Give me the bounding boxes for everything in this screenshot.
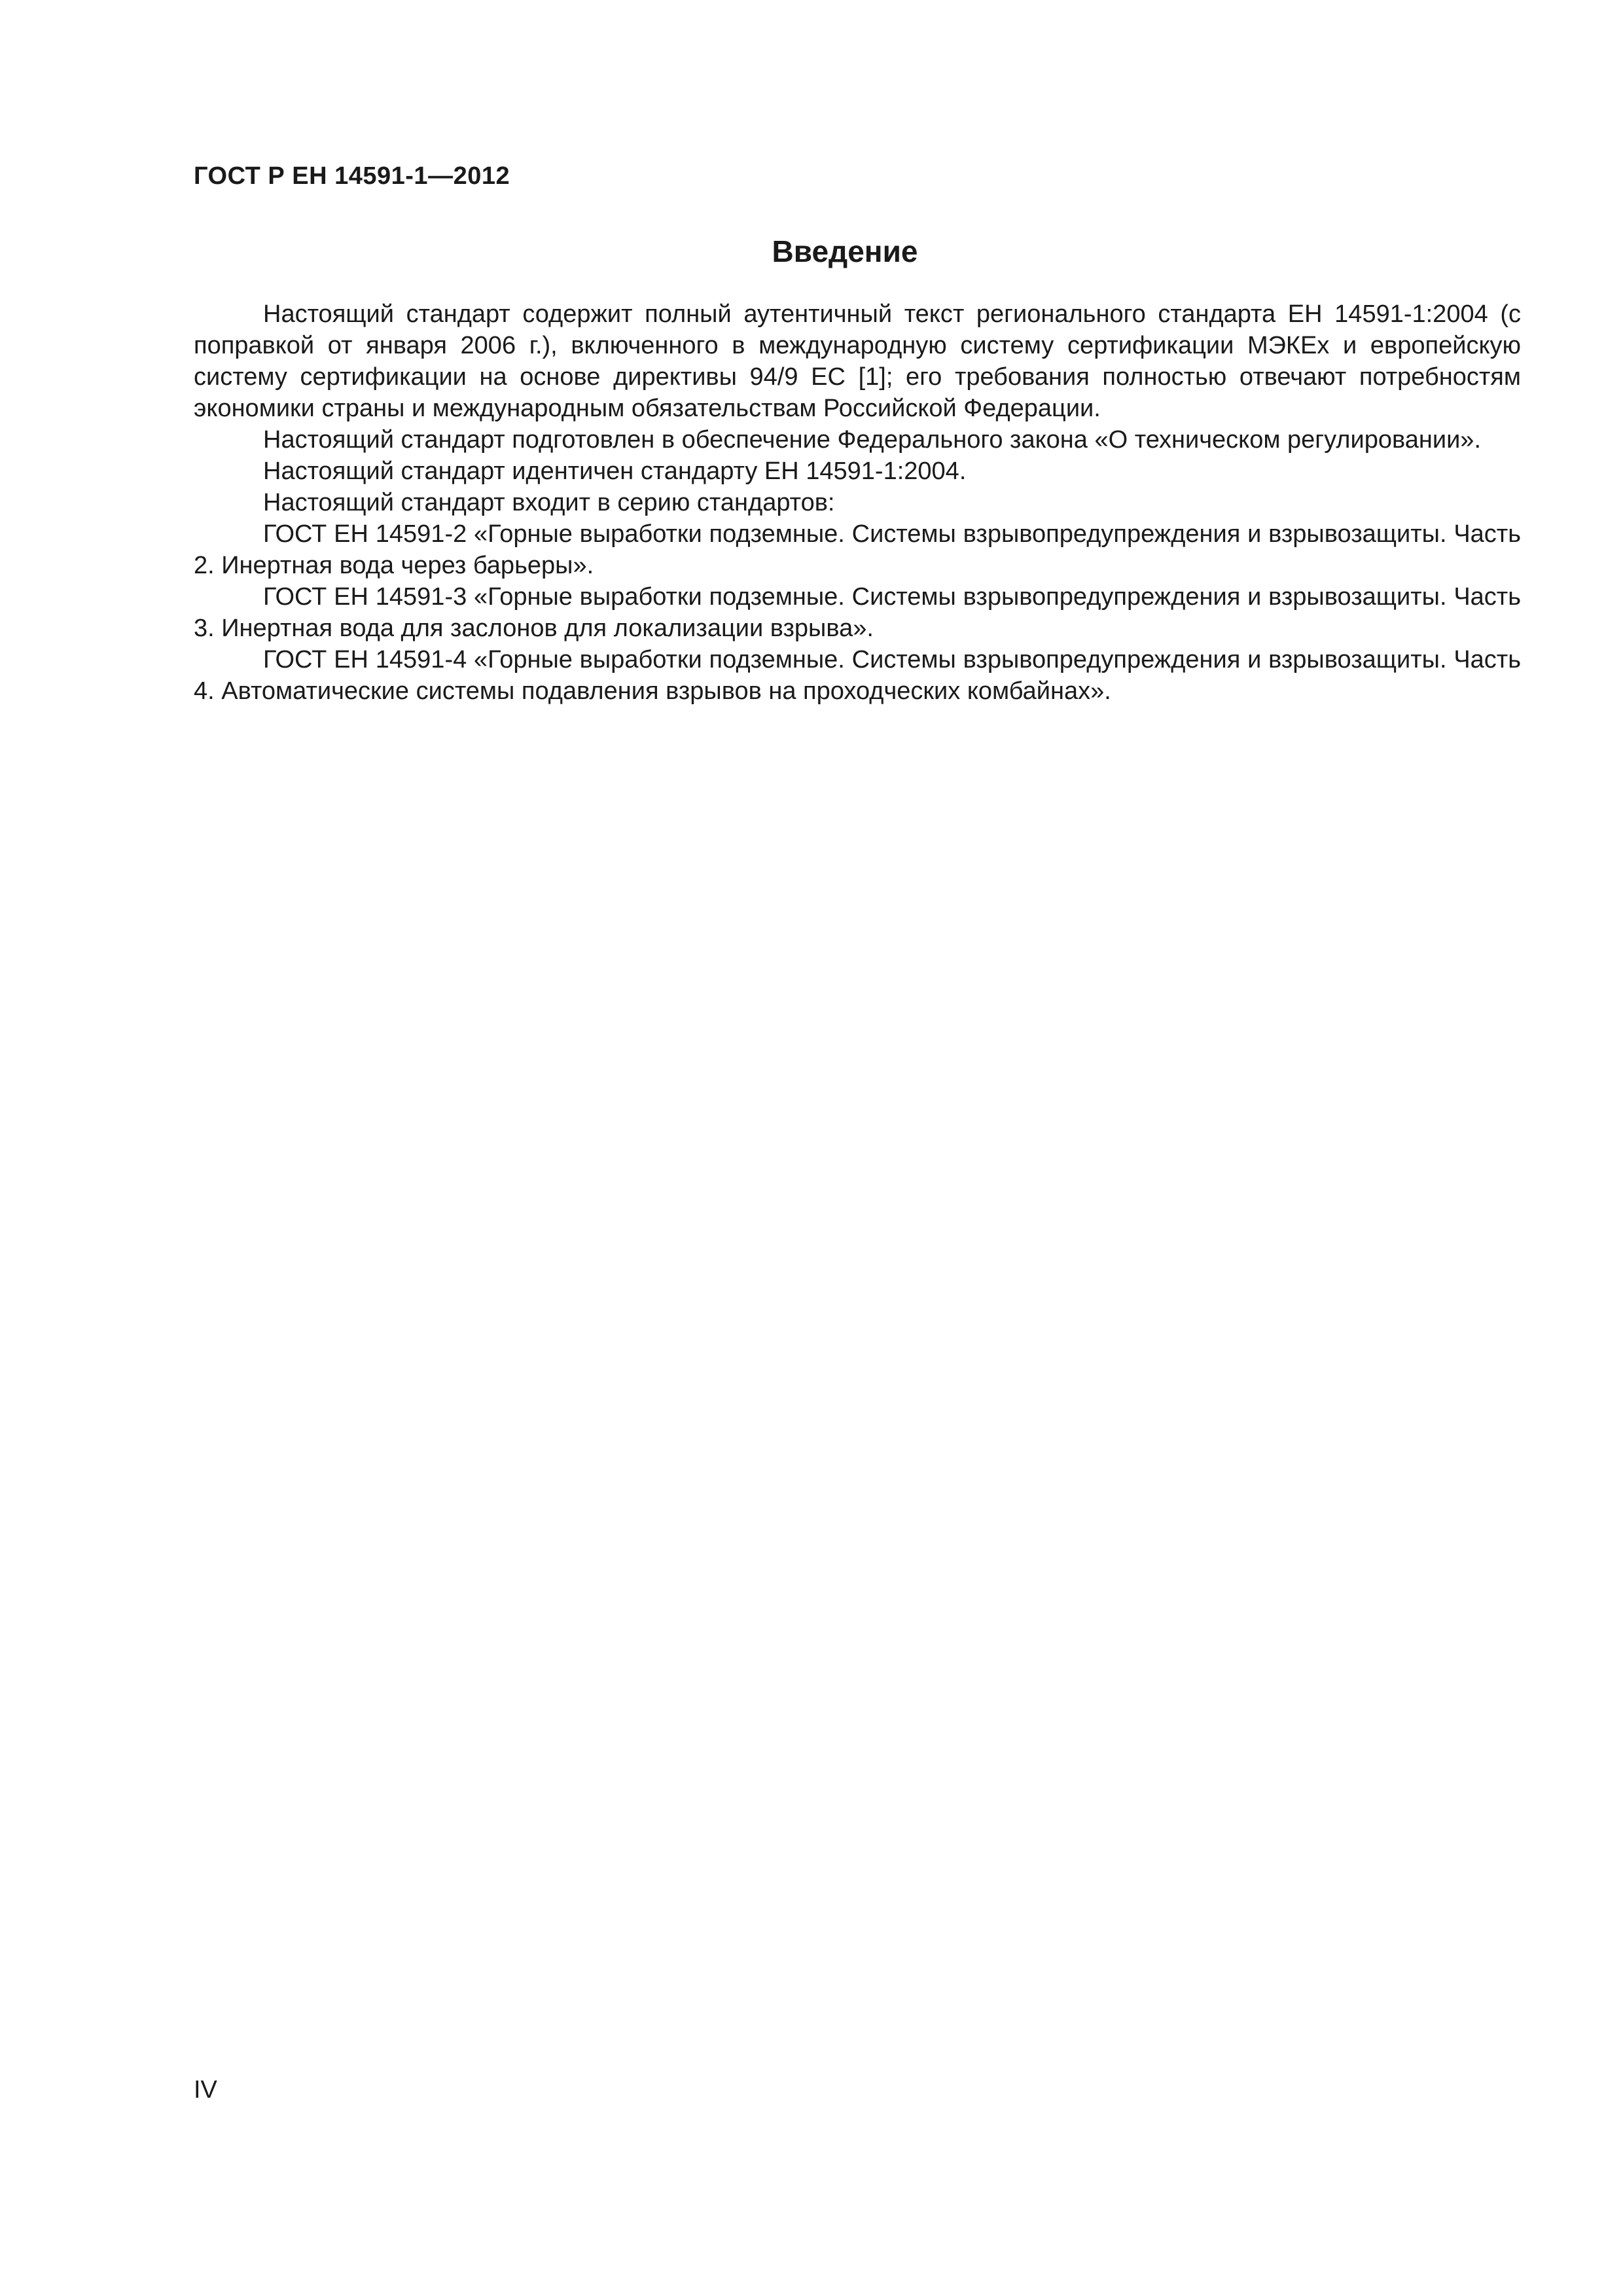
page-number: IV	[194, 2076, 217, 2104]
paragraph-series-part-4: ГОСТ ЕН 14591-4 «Горные выработки подземные. Системы взрывопредупреждения и взрывозащиты. Часть 4. Автоматические системы подавления взрывов на проходческих комбайнах».	[194, 646, 1521, 705]
paragraph-scope: Настоящий стандарт содержит полный аутентичный текст регионального стандарта ЕН 14591-1:2004 (с поправкой от января 2006 г.), включенного в международную систему сертификации МЭКЕх и европейскую систему сертификации на основе директивы 94/9 ЕС [1]; его требования полностью отвечают потребностям экономики страны и международным обязательствам Российской Федерации.	[194, 300, 1521, 422]
section-title: Введение	[772, 234, 918, 268]
paragraph-identical: Настоящий стандарт идентичен стандарту ЕН 14591-1:2004.	[263, 457, 967, 485]
paragraph-series-intro: Настоящий стандарт входит в серию стандартов:	[263, 489, 835, 516]
paragraph-series-part-3: ГОСТ ЕН 14591-3 «Горные выработки подземные. Системы взрывопредупреждения и взрывозащиты. Часть 3. Инертная вода для заслонов для локализации взрыва».	[194, 583, 1521, 642]
introduction-body	[194, 298, 1521, 707]
paragraph-series-part-2: ГОСТ ЕН 14591-2 «Горные выработки подземные. Системы взрывопредупреждения и взрывозащиты. Часть 2. Инертная вода через барьеры».	[194, 520, 1521, 579]
document-code: ГОСТ Р ЕН 14591-1—2012	[194, 162, 510, 190]
paragraph-federal-law: Настоящий стандарт подготовлен в обеспечение Федерального закона «О техническом регулировании».	[263, 426, 1481, 454]
